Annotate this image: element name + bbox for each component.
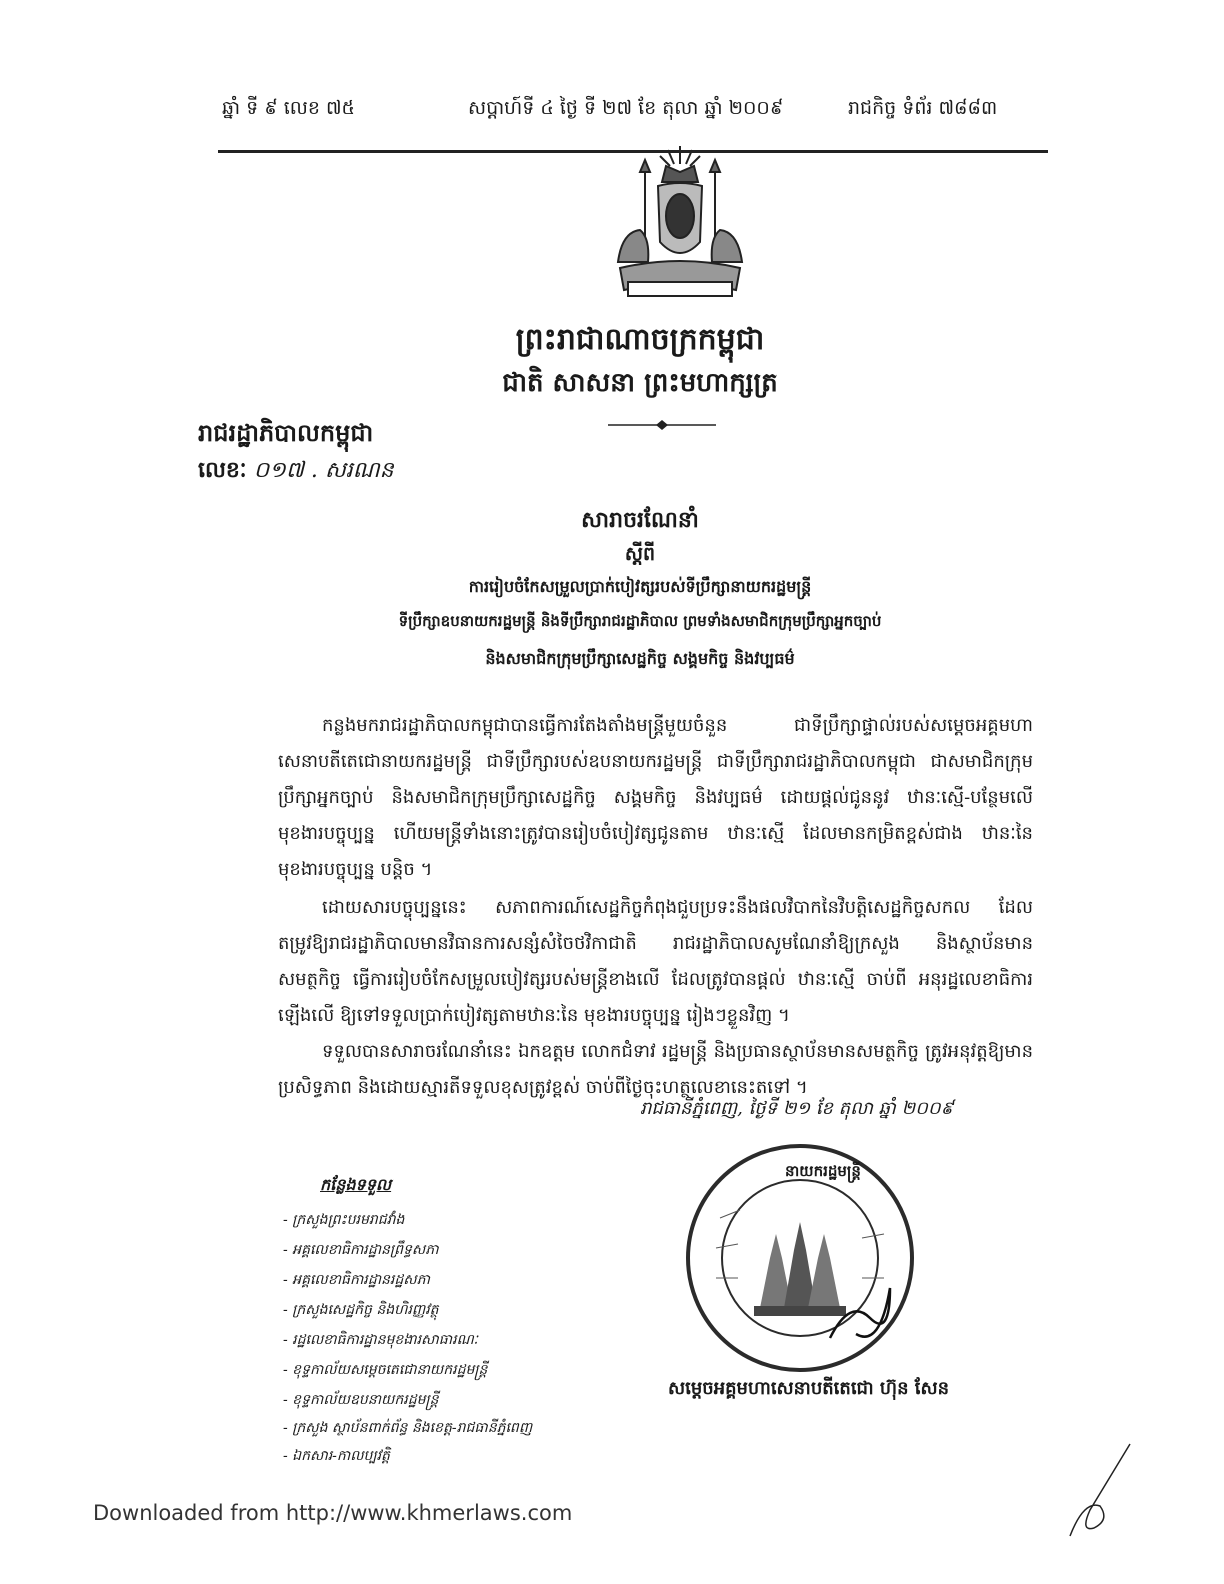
- title-about: ស្តីពី: [624, 543, 656, 565]
- document-number-value: ០១៧ . សរណន: [253, 458, 394, 483]
- document-number-label: លេខៈ: [198, 457, 247, 483]
- recipient-item: - អគ្គលេខាធិការដ្ឋានព្រឹទ្ធសភា: [283, 1242, 439, 1258]
- gazette-year-number: ឆ្នាំ ទី ៩ លេខ ៧៥: [222, 97, 355, 119]
- recipient-item: - ក្រសួង ស្ថាប័នពាក់ព័ន្ធ និងខេត្ត-រាជធានីភ្នំពេញ: [283, 1420, 533, 1436]
- body-paragraph-2: ដោយសារបច្ចុប្បន្ននេះ សភាពការណ៍សេដ្ឋកិច្ចកំពុងជួបប្រទះនឹងផលវិបាកនៃវិបត្តិសេដ្ឋកិច្ចសកល ដែលតម្រូវឱ្យរាជរដ្ឋាភិបាលមានវិធានការសន្សំសំចៃថវិកាជាតិ រាជរដ្ឋាភិបាលសូមណែនាំឱ្យក្រសួង និងស្ថាប័នមានសមត្ថកិច្ច ធ្វើការរៀបចំកែសម្រួលបៀវត្សរបស់មន្ត្រីខាងលើ ដែលត្រូវបានផ្តល់ ឋានៈស្មើ ចាប់ពី អនុរដ្ឋលេខាធិការ ឡើងលើ ឱ្យទៅទទួលប្រាក់បៀវត្សតាមឋានៈនៃ មុខងារបច្ចុប្បន្ន រៀងៗខ្លួនវិញ ។: [278, 897, 1033, 1026]
- recipients-heading: កន្លែងទទួល: [320, 1175, 392, 1194]
- title-line-1: ការរៀបចំកែសម្រួលប្រាក់បៀវត្សរបស់ទីប្រឹក្សានាយករដ្ឋមន្ត្រី: [468, 577, 812, 596]
- title-line-2: ទីប្រឹក្សាឧបនាយករដ្ឋមន្ត្រី និងទីប្រឹក្សារាជរដ្ឋាភិបាល ព្រមទាំងសមាជិកក្រុមប្រឹក្សាអ្នកច្បាប់: [398, 612, 882, 630]
- recipient-item: - ក្រសួងសេដ្ឋកិច្ច និងហិរញ្ញវត្ថុ: [283, 1302, 439, 1318]
- body-paragraph-1: កន្លងមករាជរដ្ឋាភិបាលកម្ពុជាបានធ្វើការតែងតាំងមន្ត្រីមួយចំនួន ជាទីប្រឹក្សាផ្ទាល់របស់សម្តេចអគ្គមហាសេនាបតីតេជោនាយករដ្ឋមន្ត្រី ជាទីប្រឹក្សារបស់ឧបនាយករដ្ឋមន្ត្រី ជាទីប្រឹក្សារាជរដ្ឋាភិបាលកម្ពុជា ជាសមាជិកក្រុមប្រឹក្សាអ្នកច្បាប់ និងសមាជិកក្រុមប្រឹក្សាសេដ្ឋកិច្ច សង្គមកិច្ច និងវប្បធម៌ ដោយផ្តល់ជូននូវ ឋានៈស្មើ-បន្ថែមលើមុខងារបច្ចុប្បន្ន ហើយមន្ត្រីទាំងនោះត្រូវបានរៀបចំបៀវត្សជូនតាម ឋានៈស្មើ ដែលមានកម្រិតខ្ពស់ជាង ឋានៈនៃមុខងារបច្ចុប្បន្ន បន្តិច ។: [278, 715, 1033, 880]
- recipient-item: - ក្រសួងព្រះបរមរាជវាំង: [283, 1212, 405, 1228]
- margin-initial-mark: [1050, 1440, 1140, 1550]
- recipient-item: - ខុទ្ទកាល័យសម្តេចតេជោនាយករដ្ឋមន្ត្រី: [283, 1362, 488, 1378]
- signing-place-date: រាជធានីភ្នំពេញ, ថ្ងៃទី ២១ ខែ តុលា ឆ្នាំ ២០០៩: [640, 1098, 954, 1119]
- recipient-item: - រដ្ឋលេខាធិការដ្ឋានមុខងារសាធារណៈ: [283, 1332, 478, 1348]
- title-line-3: និងសមាជិកក្រុមប្រឹក្សាសេដ្ឋកិច្ច សង្គមកិច្ច និងវប្បធម៌: [485, 649, 795, 668]
- signatory-name: សម្តេចអគ្គមហាសេនាបតីតេជោ ហ៊ុន សែន: [668, 1378, 950, 1399]
- document-number: [198, 456, 394, 488]
- royal-coat-of-arms-emblem: [600, 142, 760, 302]
- gazette-date: សប្តាហ៍ទី ៤ ថ្ងៃ ទី ២៧ ខែ តុលា ឆ្នាំ ២០០៩: [468, 97, 784, 119]
- national-motto: ជាតិ សាសនា ព្រះមហាក្សត្រ: [502, 368, 778, 398]
- recipient-item: - ខុទ្ទកាល័យឧបនាយករដ្ឋមន្ត្រី: [283, 1392, 439, 1408]
- download-source-footer: Downloaded from http://www.khmerlaws.com: [93, 1501, 573, 1525]
- recipient-item: - អគ្គលេខាធិការដ្ឋានរដ្ឋសភា: [283, 1272, 430, 1288]
- document-title: សារាចរណែនាំ: [581, 507, 699, 533]
- ornamental-divider: [606, 416, 718, 428]
- issuing-authority: រាជរដ្ឋាភិបាលកម្ពុជា: [198, 418, 374, 447]
- kingdom-name: ព្រះរាជាណាចក្រកម្ពុជា: [515, 322, 765, 357]
- gazette-page: រាជកិច្ច ទំព័រ ៧៨៨៣: [848, 97, 998, 119]
- body-paragraph-3: ទទួលបានសារាចរណែនាំនេះ ឯកឧត្តម លោកជំទាវ រដ្ឋមន្ត្រី និងប្រធានស្ថាប័នមានសមត្ថកិច្ច ត្រូវអនុវត្តឱ្យមានប្រសិទ្ធភាព និងដោយស្មារតីទទួលខុសត្រូវខ្ពស់ ចាប់ពីថ្ងៃចុះហត្ថលេខានេះតទៅ ។: [278, 1041, 1033, 1098]
- recipient-item: - ឯកសារ-កាលប្បវត្តិ: [283, 1448, 390, 1464]
- seal-title-text: នាយករដ្ឋមន្ត្រី: [785, 1162, 861, 1180]
